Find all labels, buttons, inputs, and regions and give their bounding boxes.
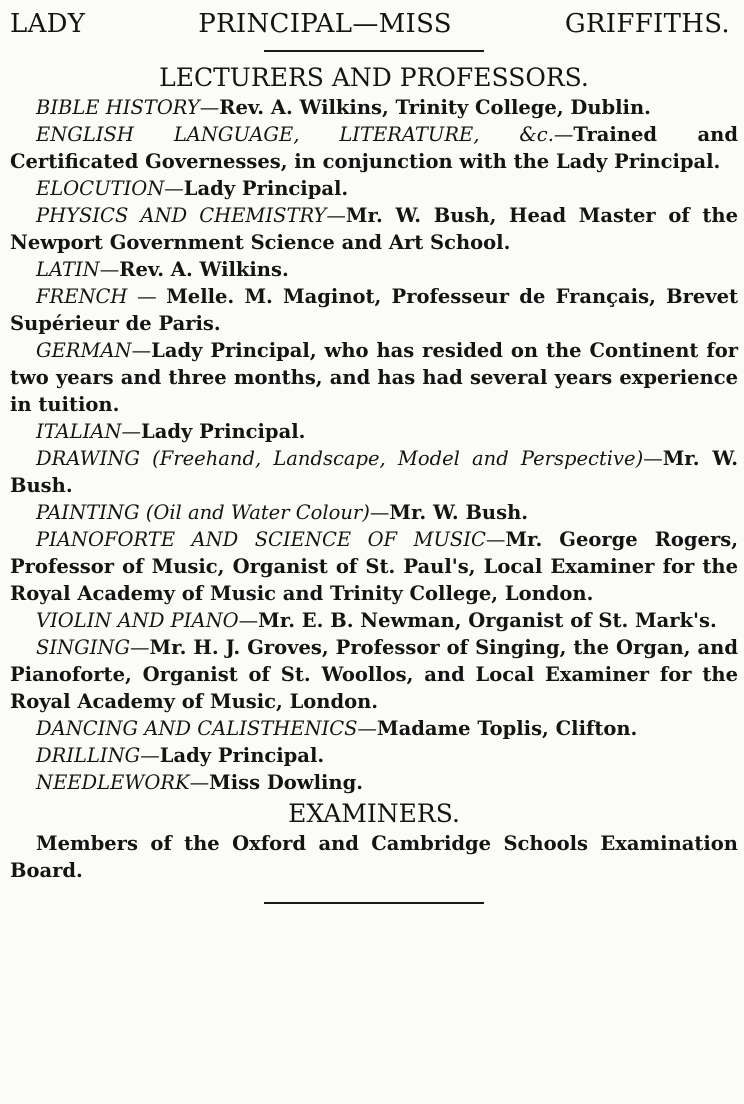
entry-teacher: Mr. W. Bush. (389, 501, 529, 524)
entry-teacher: Rev. A. Wilkins, Trinity College, Dublin. (219, 96, 651, 119)
entry-subject: BIBLE HISTORY (36, 96, 200, 119)
entry-subject: VIOLIN AND PIANO (36, 609, 239, 632)
entry-subject: LATIN (36, 258, 100, 281)
entry-teacher: Lady Principal. (183, 177, 349, 200)
entry-dancing: DANCING AND CALISTHENICS—Madame Toplis, Clifton. (36, 717, 638, 740)
entry-teacher: Madame Toplis, Clifton. (377, 717, 638, 740)
entry-french: FRENCH — Melle. M. Maginot, Professeur de Français, Brevet Supérieur de Paris. (10, 285, 738, 335)
entry-elocution: ELOCUTION—Lady Principal. (36, 177, 349, 200)
entry-subject: PHYSICS AND CHEMISTRY (36, 204, 327, 227)
examiners-section-title: EXAMINERS. (288, 799, 460, 828)
entry-subject: PIANOFORTE AND SCIENCE OF MUSIC (36, 528, 486, 551)
entry-subject: PAINTING (Oil and Water Colour) (36, 501, 370, 524)
entry-teacher: Lady Principal. (159, 744, 325, 767)
entry-subject: ELOCUTION (36, 177, 165, 200)
entry-teacher: Melle. M. Maginot, Professeur de Français, Brevet Supérieur de Paris. (10, 285, 738, 335)
entry-drilling: DRILLING—Lady Principal. (36, 744, 325, 767)
entry-physics-chemistry: PHYSICS AND CHEMISTRY—Mr. W. Bush, Head Master of the Newport Government Science and Art School. (10, 204, 738, 254)
entry-teacher: Mr. W. Bush, Head Master of the Newport Government Science and Art School. (10, 204, 738, 254)
top-divider-rule (264, 50, 484, 52)
entry-italian: ITALIAN—Lady Principal. (36, 420, 306, 443)
entry-teacher: Trained and Certificated Governesses, in conjunction with the Lady Principal. (10, 123, 738, 173)
entry-subject: DRAWING (Freehand, Landscape, Model and Perspective) (36, 447, 644, 470)
entry-painting: PAINTING (Oil and Water Colour)—Mr. W. Bush. (36, 501, 529, 524)
entry-teacher: Lady Principal, who has resided on the Continent for two years and three months, and has had several years experience in tuition. (10, 339, 738, 416)
entry-subject: NEEDLEWORK (36, 771, 190, 794)
entry-teacher: Lady Principal. (141, 420, 306, 443)
entry-singing: SINGING—Mr. H. J. Groves, Professor of Singing, the Organ, and Pianoforte, Organist of St. Woollos, and Local Examiner for the Royal Academy of Music, London. (10, 636, 738, 713)
entry-subject: DANCING AND CALISTHENICS (36, 717, 358, 740)
entry-subject: ITALIAN (36, 420, 122, 443)
entry-subject: GERMAN (36, 339, 132, 362)
entry-violin-piano: VIOLIN AND PIANO—Mr. E. B. Newman, Organist of St. Mark's. (36, 609, 717, 632)
entry-needlework: NEEDLEWORK—Miss Dowling. (36, 771, 363, 794)
entry-subject: DRILLING (36, 744, 141, 767)
entry-drawing: DRAWING (Freehand, Landscape, Model and Perspective)—Mr. W. Bush. (10, 447, 738, 497)
entry-pianoforte: PIANOFORTE AND SCIENCE OF MUSIC—Mr. George Rogers, Professor of Music, Organist of St. Paul's, Local Examiner for the Royal Academy of Music and Trinity College, London. (10, 528, 738, 605)
lady-principal-heading: LADY PRINCIPAL—MISS GRIFFITHS. (10, 9, 730, 39)
entry-teacher: Miss Dowling. (209, 771, 363, 794)
entry-subject: SINGING (36, 636, 131, 659)
entry-teacher: Mr. E. B. Newman, Organist of St. Mark's. (258, 609, 717, 632)
entry-bible-history: BIBLE HISTORY—Rev. A. Wilkins, Trinity College, Dublin. (36, 96, 651, 119)
entry-teacher: Mr. W. Bush. (10, 447, 738, 497)
entry-english: ENGLISH LANGUAGE, LITERATURE, &c.—Trained and Certificated Governesses, in conjunction with the Lady Principal. (10, 123, 738, 173)
examiners-text (10, 830, 738, 884)
bottom-divider-rule (264, 902, 484, 904)
entry-subject: ENGLISH LANGUAGE, LITERATURE, &c. (36, 123, 554, 146)
entry-german: GERMAN—Lady Principal, who has resided on the Continent for two years and three months, and has had several years experience in tuition. (10, 339, 738, 416)
examiners-body: Members of the Oxford and Cambridge Schools Examination Board. (10, 832, 738, 882)
lecturers-list (10, 94, 738, 796)
lecturers-section-title: LECTURERS AND PROFESSORS. (159, 63, 589, 92)
entry-teacher: Rev. A. Wilkins. (119, 258, 289, 281)
entry-teacher: Mr. H. J. Groves, Professor of Singing, the Organ, and Pianoforte, Organist of St. Woollos, and Local Examiner for the Royal Academy of Music, London. (10, 636, 738, 713)
entry-subject: FRENCH (36, 285, 128, 308)
entry-teacher: Mr. George Rogers, Professor of Music, Organist of St. Paul's, Local Examiner for the Royal Academy of Music and Trinity College, London. (10, 528, 738, 605)
entry-latin: LATIN—Rev. A. Wilkins. (36, 258, 289, 281)
